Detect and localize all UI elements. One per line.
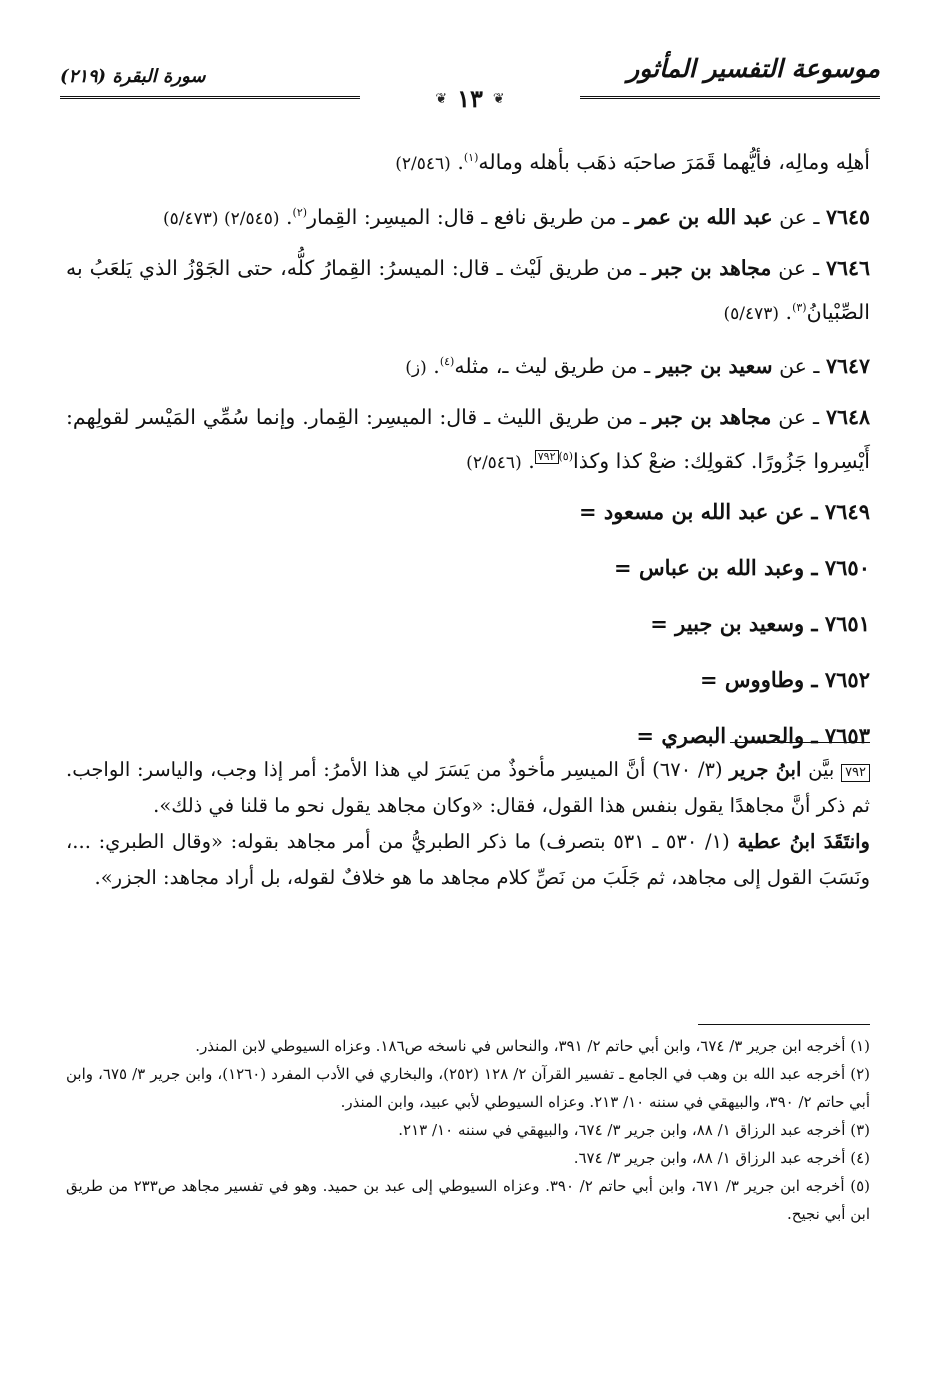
- volume-reference: (٥/٤٧٣): [723, 303, 780, 324]
- book-title: موسوعة التفسير المأثور: [627, 54, 880, 83]
- commentary-text: (١/ ٥٣٠ ـ ٥٣١ بتصرف) ما ذكر الطبريُّ من أمر مجاهد بقوله: «وقال الطبري: ...، ونَسَبَ القول إلى مجاهد، ثم جَلَبَ من نَصِّ كلام مجاهد ما هو خلافٌ لقوله، بل أراد مجاهد: الجزر».: [66, 830, 870, 889]
- ornament-icon: ❦: [492, 90, 505, 107]
- narration-number: ٧٦٤٥: [825, 204, 870, 229]
- narrator-name: مجاهد بن جبر: [652, 255, 772, 280]
- narration-number: ٧٦٥٢: [824, 667, 870, 693]
- commentary-text: بيَّن: [801, 758, 842, 781]
- scholar-name: ابنُ جرير: [729, 758, 802, 781]
- narration-text: ـ وعبد الله بن عباس =: [614, 555, 825, 581]
- commentary-text: (٣/ ٦٧٠) أنَّ الميسِر مأخوذٌ من يَسَرَ لي هذا الأمرُ: أمر إذا وجب، والياسر: الواجب. ثم ذكر أنَّ مجاهدًا يقول بنفس هذا القول، فقال: «وكان مجاهد يقول نحو ما قلنا في ذلك».: [66, 758, 870, 817]
- commentary-box-marker[interactable]: ٧٩٢: [535, 450, 559, 464]
- footnotes-section: [66, 1032, 870, 1228]
- narration-number: ٧٦٤٧: [825, 354, 870, 379]
- commentary-separator: [730, 742, 870, 743]
- narration-number: ٧٦٥١: [824, 611, 870, 637]
- commentary-paragraph: [66, 824, 870, 896]
- punctuation: .: [779, 299, 793, 324]
- punctuation: .: [521, 449, 535, 474]
- narration-number: ٧٦٤٨: [825, 405, 870, 430]
- narrator-name: عبد الله بن عمر: [635, 204, 773, 229]
- narration-text: ـ من طريق ليث ـ، مثله: [454, 354, 657, 379]
- header-rule-left: [60, 96, 360, 99]
- narration-text: ـ وطاووس =: [700, 667, 825, 693]
- footnote-marker[interactable]: (٥): [558, 450, 574, 464]
- narration-number: ٧٦٥٠: [824, 555, 870, 581]
- footnote-separator: [698, 1024, 870, 1025]
- narration-number: ٧٦٥٣: [824, 723, 870, 749]
- narrator-name: مجاهد بن جبر: [652, 405, 772, 430]
- footnote: (٤) أخرجه عبد الرزاق ١/ ٨٨، وابن جرير ٣/ ٦٧٤.: [573, 1149, 870, 1167]
- footnote-marker[interactable]: (٤): [439, 355, 455, 369]
- narration-text: ـ من طريق نافع ـ قال: الميسِر: القِمار: [307, 204, 636, 229]
- commentary-paragraph: [66, 752, 870, 824]
- volume-reference: (٢/٥٤٦): [466, 453, 522, 474]
- narration-7651: [66, 604, 870, 644]
- footnote-marker[interactable]: (٢): [292, 205, 308, 219]
- narration-text: ـ من طريق لَيْث ـ قال: الميسرُ: القِمارُ كلُّه، حتى الجَوْزُ الذي يَلعَبُ به الصِّبْيانُ: [66, 255, 870, 324]
- narration-prefix: ـ عن: [771, 405, 826, 430]
- narration-7650: [66, 548, 870, 588]
- header-rule-right: [580, 96, 880, 99]
- volume-reference: (٢/٥٤٦): [395, 153, 451, 174]
- scholar-name: وانتَقَدَ ابنُ عطية: [737, 830, 870, 853]
- narration-prefix: ـ عن: [771, 255, 826, 280]
- footnote: (١) أخرجه ابن جرير ٣/ ٦٧٤، وابن أبي حاتم ٢/ ٣٩١، والنحاس في ناسخه ص١٨٦. وعزاه السيوطي لابن المنذر.: [195, 1037, 870, 1055]
- commentary-section: [66, 752, 870, 896]
- page-number: ١٣: [457, 84, 483, 113]
- surah-title: سورة البقرة (٢١٩): [60, 66, 206, 87]
- narration-number: ٧٦٤٦: [825, 255, 870, 280]
- narration-7646: [66, 248, 870, 334]
- narration-prefix: ـ عن: [772, 204, 826, 229]
- footnote-marker[interactable]: (١): [463, 151, 479, 164]
- narration-7652: [66, 660, 870, 700]
- page-number-box: [435, 84, 504, 113]
- narration-text: ـ عن عبد الله بن مسعود =: [578, 499, 825, 525]
- footnote: (٥) أخرجه ابن جرير ٣/ ٦٧١، وابن أبي حاتم ٢/ ٣٩٠. وعزاه السيوطي إلى عبد بن حميد. وهو في تفسير مجاهد ص٢٣٣ من طريق ابن أبي نجيح.: [66, 1177, 871, 1223]
- narration-text: أهلِه ومالِه، فأيُّهما قَمَرَ صاحبَه ذهَب بأهله وماله: [478, 149, 870, 174]
- footnote: (٢) أخرجه عبد الله بن وهب في الجامع ـ تفسير القرآن ٢/ ١٢٨ (٢٥٢)، والبخاري في الأدب المفرد (١٢٦٠)، وابن جرير ٣/ ٦٧٥، وابن أبي حاتم ٢/ ٣٩٠، والبيهقي في سننه ١٠/ ٢١٣. وعزاه السيوطي لأبي عبيد، وابن المنذر.: [66, 1065, 871, 1111]
- volume-reference: (٢/٥٤٥) (٥/٤٧٣): [163, 208, 280, 229]
- narration-text: ـ والحسن البصري =: [636, 723, 825, 749]
- commentary-number: ٧٩٢: [841, 764, 870, 782]
- narration-text: ـ وسعيد بن جبير =: [650, 611, 825, 637]
- narration-number: ٧٦٤٩: [824, 499, 870, 525]
- narration-7648: [66, 397, 870, 483]
- narration-7649: [66, 492, 870, 532]
- volume-reference: (ز): [405, 358, 427, 379]
- narration-text: ـ من طريق الليث ـ قال: الميسِر: القِمار. وإنما سُمِّي المَيْسر لقولِهم: أَيْسِروا جَزُورًا. كقولِك: ضعْ كذا وكذا: [66, 405, 870, 474]
- main-text: [66, 138, 870, 772]
- punctuation: .: [426, 354, 440, 379]
- narration-7647: [66, 342, 870, 388]
- narration-prefix: ـ عن: [772, 354, 826, 379]
- narration-7645: [66, 193, 870, 239]
- punctuation: .: [457, 149, 464, 174]
- ornament-icon: ❦: [435, 90, 448, 107]
- narration-7653: [66, 716, 870, 756]
- footnote: (٣) أخرجه عبد الرزاق ١/ ٨٨، وابن جرير ٣/ ٦٧٤، والبيهقي في سننه ١٠/ ٢١٣.: [398, 1121, 870, 1139]
- narrator-name: سعيد بن جبير: [656, 354, 773, 379]
- footnote-marker[interactable]: (٣): [792, 300, 807, 314]
- page-header: [60, 52, 880, 114]
- punctuation: .: [279, 204, 293, 229]
- narration-continuation: [66, 138, 870, 184]
